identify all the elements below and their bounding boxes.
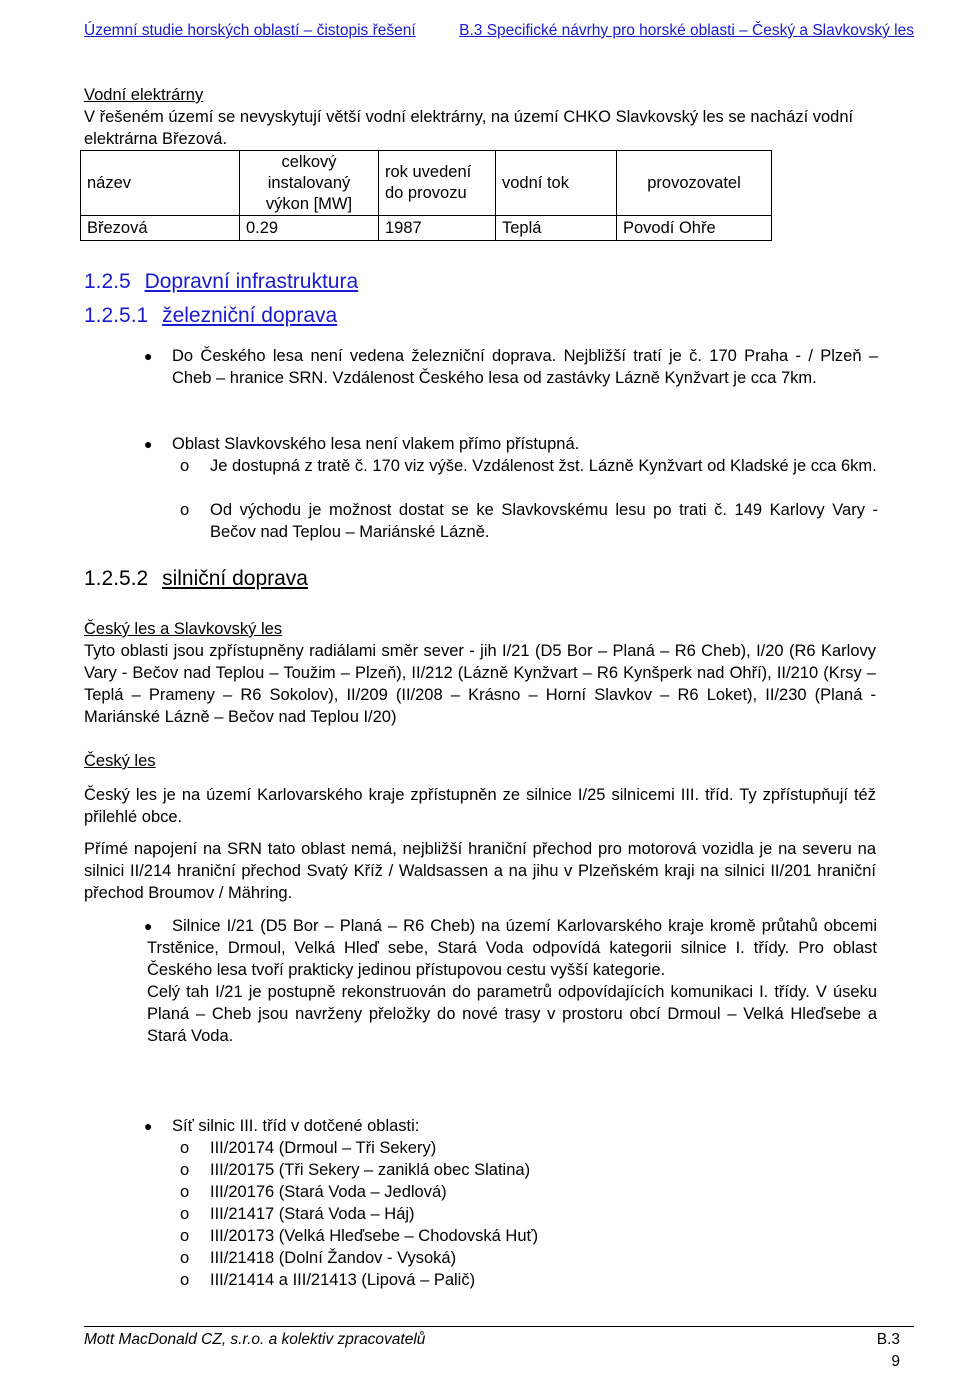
hydro-intro: V řešeném území se nevyskytují větší vodní elektrárny, na území CHKO Slavkovský les se nachází vodní elektrárna Březová. (84, 108, 854, 148)
running-header (84, 20, 914, 42)
road-para-b2: Přímé napojení na SRN tato oblast nemá, nejbližší hraniční přechod pro motorová vozidla je na severu na silnici II/214 hraniční přechod Svatý Kříž / Waldsassen a na jihu v Plzeňském kraji na silnici II/201 hraniční přechod Broumov / Mähring. (84, 840, 876, 902)
list-item: III/20174 (Drmoul – Tři Sekery) (210, 1139, 437, 1157)
table-row (81, 216, 772, 241)
road-bullet-i21-cont: Celý tah I/21 je postupně rekonstruován do parametrů odpovídajících komunikaci I. třídy. V úseku Planá – Cheb jsou navrženy přeložky do nové trasy v prostoru obcí Drmoul – Velká Hleďsebe a Stará Voda. (147, 983, 877, 1045)
road-subheading-a: Český les a Slavkovský les (84, 620, 283, 638)
cell-power: 0.29 (240, 216, 379, 241)
rail-bullet-1: Do Českého lesa není vedena železniční doprava. Nejbližší tratí je č. 170 Praha - / Plzeň – Cheb – hranice SRN. Vzdálenost Českého lesa od zastávky Lázně Kynžvart je cca 7km. (172, 347, 878, 387)
circle-bullet-icon: o (180, 1161, 190, 1179)
circle-bullet-icon: o (180, 457, 190, 475)
road-bullet-iii: Síť silnic III. tříd v dotčené oblasti: (172, 1117, 420, 1135)
cell-name: Březová (81, 216, 240, 241)
circle-bullet-icon: o (180, 1139, 190, 1157)
bullet-icon: ● (144, 1118, 153, 1134)
section-1252-number: 1.2.5.2 (84, 567, 149, 590)
col-stream: vodní tok (496, 151, 617, 216)
section-125-number: 1.2.5 (84, 270, 131, 293)
section-125-heading (84, 269, 358, 295)
circle-bullet-icon: o (180, 1227, 190, 1245)
list-item: III/20176 (Stará Voda – Jedlová) (210, 1183, 447, 1201)
col-year: rok uvedení do provozu (379, 151, 496, 216)
page-footer (84, 1329, 914, 1370)
list-item: III/21417 (Stará Voda – Háj) (210, 1205, 415, 1223)
list-item: III/20175 (Tři Sekery – zaniklá obec Slatina) (210, 1161, 531, 1179)
col-name: název (81, 151, 240, 216)
hydro-table (80, 150, 772, 241)
circle-bullet-icon: o (180, 1183, 190, 1201)
list-item: III/20173 (Velká Hleďsebe – Chodovská Huť) (210, 1227, 539, 1245)
cell-stream: Teplá (496, 216, 617, 241)
circle-bullet-icon: o (180, 1271, 190, 1289)
rail-bullet-2: Oblast Slavkovského lesa není vlakem přímo přístupná. (172, 435, 580, 453)
header-right: B.3 Specifické návrhy pro horské oblasti – Český a Slavkovský les (459, 22, 914, 39)
bullet-icon: ● (144, 436, 153, 452)
col-power: celkový instalovaný výkon [MW] (240, 151, 379, 216)
section-1252-title: silniční doprava (162, 567, 308, 590)
footer-divider (84, 1326, 914, 1327)
list-item: III/21414 a III/21413 (Lipová – Palič) (210, 1271, 476, 1289)
footer-right: B.3 (876, 1331, 900, 1348)
road-subheading-b: Český les (84, 752, 156, 770)
rail-sub-1: Je dostupná z tratě č. 170 viz výše. Vzdálenost žst. Lázně Kynžvart od Kladské je cca 6km. (210, 457, 877, 475)
section-1251-number: 1.2.5.1 (84, 304, 149, 327)
rail-sub-2: Od východu je možnost dostat se ke Slavkovskému lesu po trati č. 149 Karlovy Vary - Bečov nad Teplou – Mariánské Lázně. (210, 501, 878, 541)
circle-bullet-icon: o (180, 501, 190, 519)
bullet-icon: ● (144, 918, 153, 934)
footer-left: Mott MacDonald CZ, s.r.o. a kolektiv zpracovatelů (84, 1331, 426, 1348)
road-bullet-i21-block (147, 915, 877, 1047)
road-para-b1: Český les je na území Karlovarského kraje zpřístupněn ze silnice I/25 silnicemi III. tříd. Ty zpřístupňují též přilehlé obce. (84, 786, 876, 826)
section-1251-heading (84, 303, 337, 329)
section-1252-heading (84, 566, 308, 592)
list-item: III/21418 (Dolní Žandov - Vysoká) (210, 1249, 457, 1267)
section-125-title: Dopravní infrastruktura (144, 270, 359, 293)
hydro-heading: Vodní elektrárny (84, 86, 204, 104)
cell-operator: Povodí Ohře (617, 216, 772, 241)
circle-bullet-icon: o (180, 1249, 190, 1267)
circle-bullet-icon: o (180, 1205, 190, 1223)
bullet-icon: ● (144, 348, 153, 364)
table-header-row (81, 151, 772, 216)
road-para-a: Tyto oblasti jsou zpřístupněny radiálami směr sever - jih I/21 (D5 Bor – Planá – R6 Cheb), I/20 (R6 Karlovy Vary - Bečov nad Teplou – Toužim – Plzeň), II/212 (Lázně Kynžvart – R6 Kynšperk nad Ohří), II/210 (Krsy – Teplá – Prameny – R6 Sokolov), II/209 (II/208 – Krásno – Horní Slavkov – R6 Loket), II/230 (Planá - Mariánské Lázně – Bečov nad Teplou I/20) (84, 642, 876, 726)
cell-year: 1987 (379, 216, 496, 241)
col-operator: provozovatel (617, 151, 772, 216)
road-bullet-i21-para: Silnice I/21 (D5 Bor – Planá – R6 Cheb) na území Karlovarského kraje kromě průtahů obcemi Trstěnice, Drmoul, Velká Hleď sebe, Stará Voda odpovídá kategorii silnice I. třídy. Pro oblast Českého lesa tvoří prakticky jedinou přístupovou cestu vyšší kategorie. (147, 917, 877, 979)
section-1251-title: železniční doprava (162, 304, 338, 327)
header-left: Územní studie horských oblastí – čistopis řešení (84, 22, 416, 39)
page-number: 9 (891, 1353, 900, 1370)
